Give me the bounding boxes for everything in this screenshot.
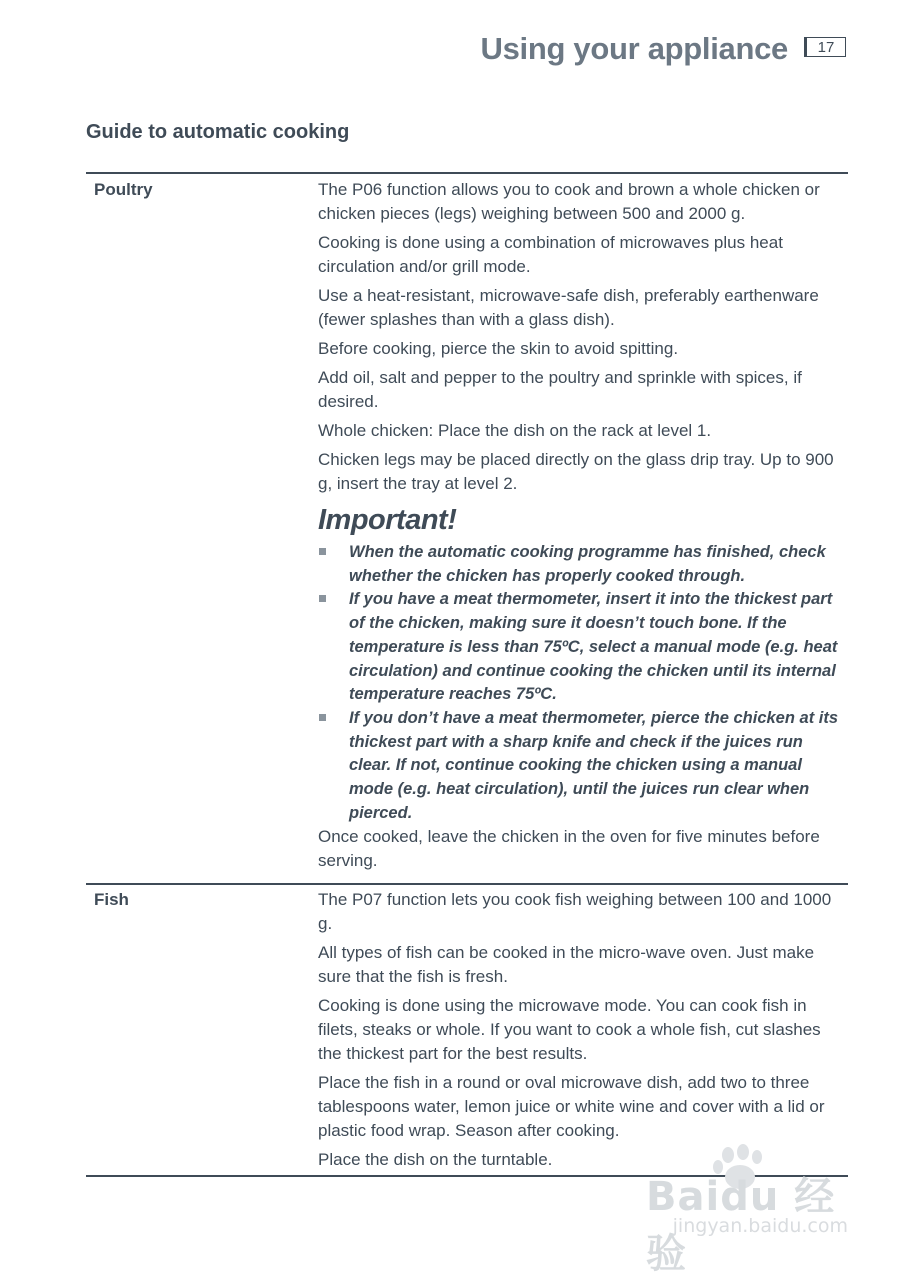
- fish-paragraph: Place the fish in a round or oval microwave dish, add two to three tablespoons water, lemon juice or white wine and cover with a lid or plastic food wrap. Season after cooking.: [318, 1073, 825, 1140]
- table-top-rule: [86, 172, 848, 174]
- important-list-item: [318, 541, 843, 588]
- row-divider-rule: [86, 883, 848, 885]
- poultry-description: [318, 178, 843, 878]
- poultry-paragraph: The P06 function allows you to cook and brown a whole chicken or chicken pieces (legs) weighing between 500 and 2000 g.: [318, 180, 820, 223]
- square-bullet-icon: [319, 714, 326, 721]
- important-item-text: When the automatic cooking programme has finished, check whether the chicken has properly cooked through.: [349, 543, 826, 585]
- poultry-paragraph: Cooking is done using a combination of microwaves plus heat circulation and/or grill mode.: [318, 233, 783, 276]
- important-list-item: [318, 588, 843, 707]
- baidu-jingyan-watermark: [640, 1143, 850, 1277]
- important-item-text: If you have a meat thermometer, insert it into the thickest part of the chicken, making sure it doesn’t touch bone. If the temperature is less than 75ºC, select a manual mode (e.g. heat circulation) and continue cooking the chicken until its internal temperature reaches 75ºC.: [349, 590, 838, 704]
- poultry-paragraph: Chicken legs may be placed directly on the glass drip tray. Up to 900 g, insert the tray at level 2.: [318, 450, 834, 493]
- page-number: 17: [804, 37, 846, 57]
- square-bullet-icon: [319, 595, 326, 602]
- section-heading: Guide to automatic cooking: [86, 121, 350, 143]
- poultry-closing: Once cooked, leave the chicken in the oven for five minutes before serving.: [318, 827, 820, 871]
- row-label-poultry: Poultry: [94, 180, 153, 199]
- fish-paragraph: Cooking is done using the microwave mode. You can cook fish in filets, steaks or whole. If you want to cook a whole fish, cut slashes the thickest part for the best results.: [318, 996, 821, 1063]
- fish-paragraph: Place the dish on the turntable.: [318, 1150, 553, 1169]
- important-list-item: [318, 707, 843, 826]
- row-label-fish: Fish: [94, 890, 129, 909]
- poultry-paragraph: Use a heat-resistant, microwave-safe dish, preferably earthenware (fewer splashes than with a glass dish).: [318, 286, 819, 329]
- important-list: [318, 541, 843, 825]
- poultry-paragraph: Before cooking, pierce the skin to avoid spitting.: [318, 339, 679, 358]
- important-heading: Important!: [318, 504, 457, 536]
- fish-paragraph: The P07 function lets you cook fish weighing between 100 and 1000 g.: [318, 890, 832, 933]
- poultry-paragraph: Whole chicken: Place the dish on the rack at level 1.: [318, 421, 712, 440]
- page-header-title: Using your appliance: [480, 31, 788, 66]
- fish-description: [318, 888, 843, 1177]
- watermark-logo-text: Baidu 经验: [646, 1174, 836, 1277]
- square-bullet-icon: [319, 548, 326, 555]
- poultry-paragraph: Add oil, salt and pepper to the poultry and sprinkle with spices, if desired.: [318, 368, 802, 411]
- watermark-url: jingyan.baidu.com: [672, 1215, 848, 1237]
- fish-paragraph: All types of fish can be cooked in the micro-wave oven. Just make sure that the fish is fresh.: [318, 943, 815, 986]
- important-item-text: If you don’t have a meat thermometer, pierce the chicken at its thickest part with a sharp knife and check if the juices run clear. If not, continue cooking the chicken using a manual mode (e.g. heat circulation), until the juices run clear when pierced.: [349, 708, 839, 822]
